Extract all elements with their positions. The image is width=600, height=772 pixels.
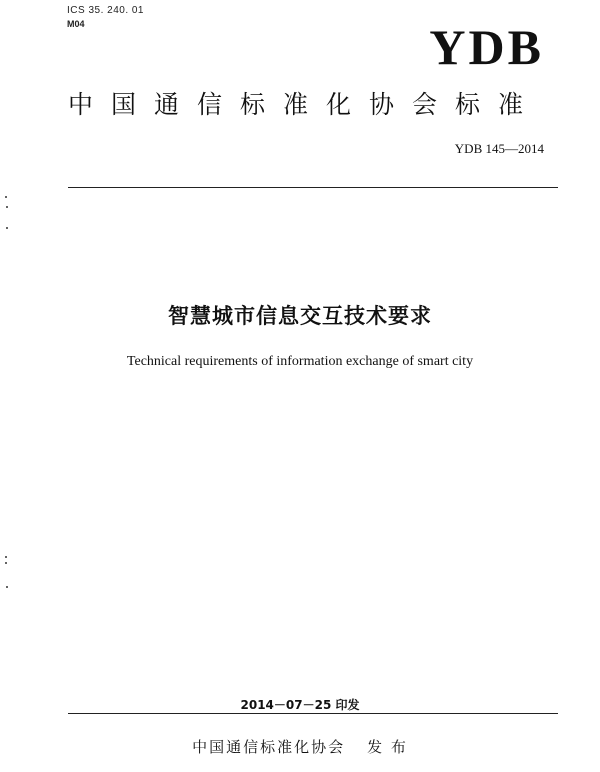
ydb-logo: YDB — [429, 19, 544, 75]
scan-speck — [5, 556, 7, 558]
publisher-name: 中国通信标准化协会 — [192, 738, 346, 756]
standard-number: YDB 145—2014 — [454, 141, 544, 156]
scan-speck — [5, 196, 7, 198]
publisher-line — [0, 736, 600, 757]
document-title-english: Technical requirements of information exchange of smart city — [126, 354, 474, 369]
ics-code: ICS 35. 240. 01 — [67, 5, 144, 16]
scan-speck — [6, 206, 8, 208]
scan-speck — [6, 227, 8, 229]
bottom-divider — [68, 713, 558, 714]
scan-speck — [5, 562, 7, 564]
issue-date: 2014－07－25 印发 — [240, 698, 360, 712]
document-title-chinese: 智慧城市信息交互技术要求 — [168, 304, 432, 328]
publish-word: 发 布 — [367, 738, 408, 756]
organization-standard-title: 中国通信标准化协会标准 — [68, 90, 542, 119]
top-divider — [68, 187, 558, 188]
scan-speck — [6, 586, 8, 588]
classification-code: M04 — [67, 19, 85, 29]
